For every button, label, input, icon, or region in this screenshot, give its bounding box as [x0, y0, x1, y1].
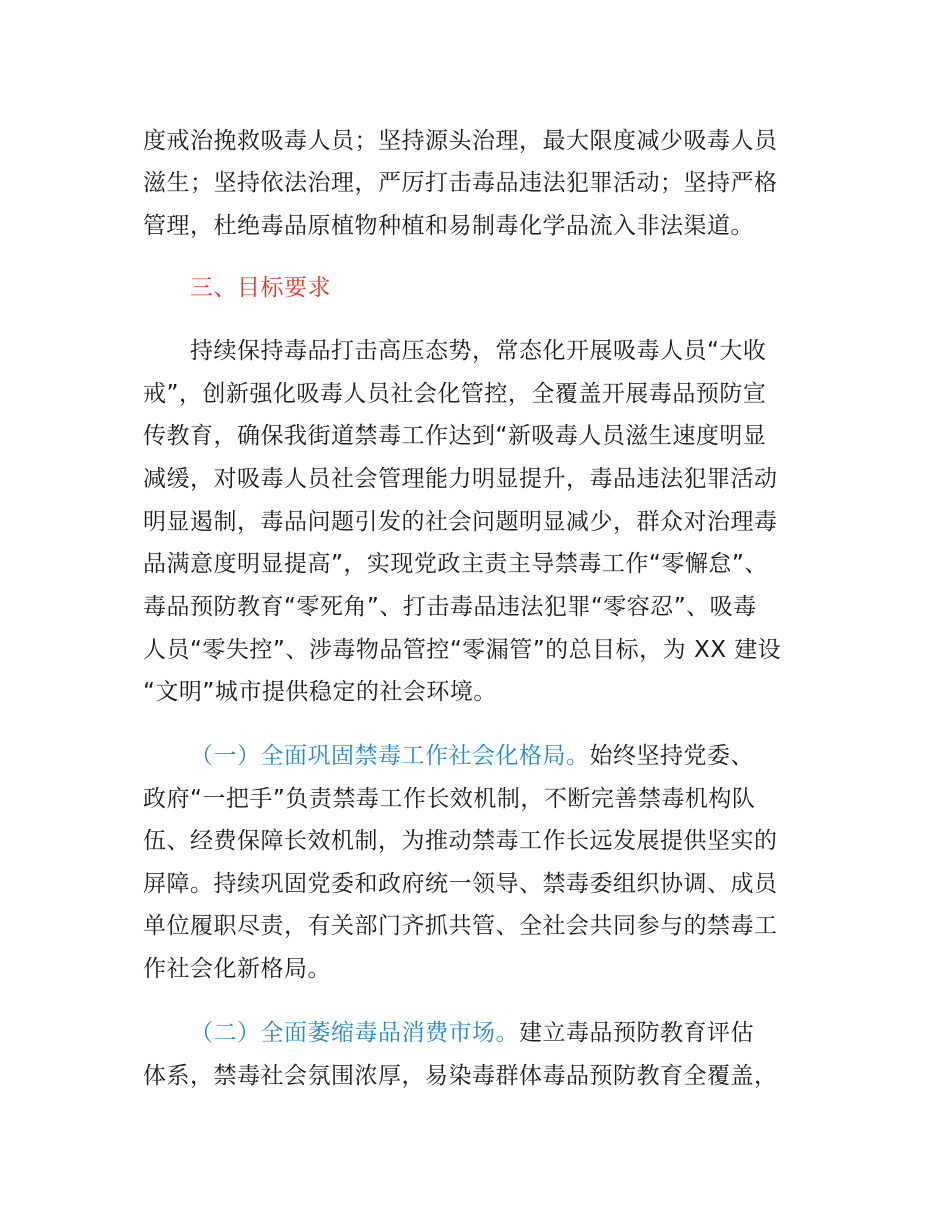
subsection-2-first-text: 建立毒品预防教育评估 [519, 1020, 754, 1046]
subsection-1-line-6: 作社会化新格局。 [143, 956, 331, 982]
subsection-1-line-4: 屏障。持续巩固党委和政府统一领导、禁毒委组织协调、成员 [143, 871, 778, 897]
section-3-line-4: 减缓，对吸毒人员社会管理能力明显提升，毒品违法犯罪活动 [143, 466, 778, 492]
subsection-2-first-line [190, 1018, 754, 1048]
intro-line-3: 管理，杜绝毒品原植物种植和易制毒化学品流入非法渠道。 [143, 213, 754, 239]
subsection-1-line-2: 政府“一把手”负责禁毒工作长效机制，不断完善禁毒机构队 [143, 786, 756, 812]
section-3-line-9: “文明”城市提供稳定的社会环境。 [143, 679, 497, 705]
subsection-2-heading: （二）全面萎缩毒品消费市场。 [190, 1020, 519, 1046]
section-3-line-8: 人员“零失控”、涉毒物品管控“零漏管”的总目标，为 XX 建设 [143, 637, 782, 663]
subsection-1-first-line [190, 741, 754, 771]
subsection-1-line-3: 伍、经费保障长效机制，为推动禁毒工作长远发展提供坚实的 [143, 828, 778, 854]
subsection-2-line-2: 体系，禁毒社会氛围浓厚，易染毒群体毒品预防教育全覆盖， [143, 1063, 778, 1089]
section-3-line-1: 持续保持毒品打击高压态势，常态化开展吸毒人员“大收 [190, 338, 767, 364]
section-3-line-6: 品满意度明显提高”，实现党政主责主导禁毒工作“零懈怠”、 [143, 551, 768, 577]
intro-line-1: 度戒治挽救吸毒人员；坚持源头治理，最大限度减少吸毒人员 [143, 128, 778, 154]
subsection-1-heading: （一）全面巩固禁毒工作社会化格局。 [190, 743, 590, 769]
subsection-1-first-text: 始终坚持党委、 [589, 743, 754, 769]
intro-line-2: 滋生；坚持依法治理，严厉打击毒品违法犯罪活动；坚持严格 [143, 170, 778, 196]
subsection-1-line-5: 单位履职尽责，有关部门齐抓共管、全社会共同参与的禁毒工 [143, 913, 778, 939]
section-3-line-5: 明显遏制，毒品问题引发的社会问题明显减少，群众对治理毒 [143, 509, 778, 535]
section-3-line-3: 传教育，确保我街道禁毒工作达到“新吸毒人员滋生速度明显 [143, 423, 767, 449]
section-3-line-2: 戒”，创新强化吸毒人员社会化管控，全覆盖开展毒品预防宣 [143, 381, 767, 407]
section-3-heading: 三、目标要求 [190, 275, 331, 301]
section-3-line-7: 毒品预防教育“零死角”、打击毒品违法犯罪“零容忍”、吸毒 [143, 594, 757, 620]
